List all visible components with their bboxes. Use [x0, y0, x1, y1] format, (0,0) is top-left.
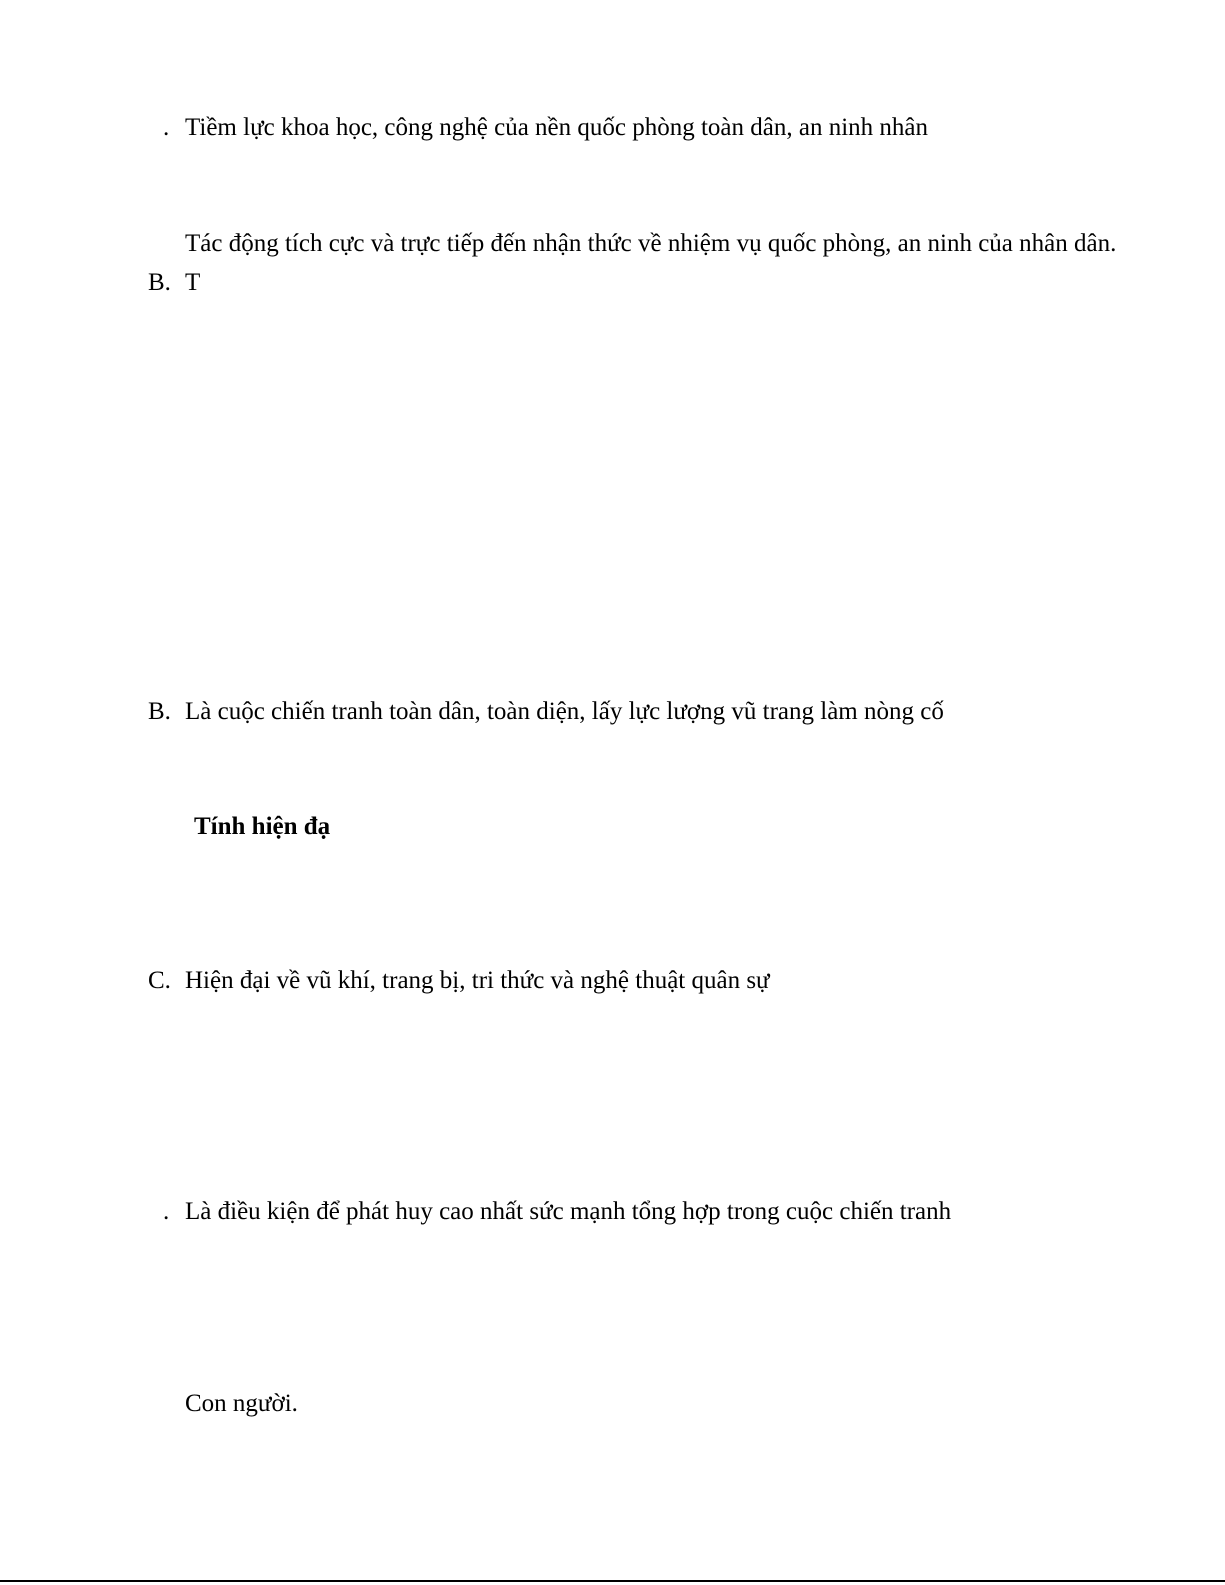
item-text: T	[185, 269, 201, 296]
item-marker: .	[163, 1198, 170, 1225]
item-text: Tác động tích cực và trực tiếp đến nhận thức về nhiệm vụ quốc phòng, an ninh của nhân dân.	[185, 230, 1117, 257]
item-marker: B.	[148, 698, 171, 725]
item-text: Con người.	[185, 1390, 298, 1417]
item-text: Hiện đại về vũ khí, trang bị, tri thức và nghệ thuật quân sự	[185, 967, 770, 994]
page-bottom-border	[0, 1580, 1225, 1582]
item-marker: B.	[148, 269, 171, 296]
item-text: Là cuộc chiến tranh toàn dân, toàn diện, lấy lực lượng vũ trang làm nòng cố	[185, 698, 944, 725]
item-marker: C.	[148, 967, 171, 994]
item-text: Là điều kiện để phát huy cao nhất sức mạnh tổng hợp trong cuộc chiến tranh	[185, 1198, 952, 1225]
item-marker: .	[163, 114, 170, 141]
item-text: Tiềm lực khoa học, công nghệ của nền quốc phòng toàn dân, an ninh nhân	[185, 114, 929, 141]
section-heading: Tính hiện đạ	[194, 813, 331, 840]
